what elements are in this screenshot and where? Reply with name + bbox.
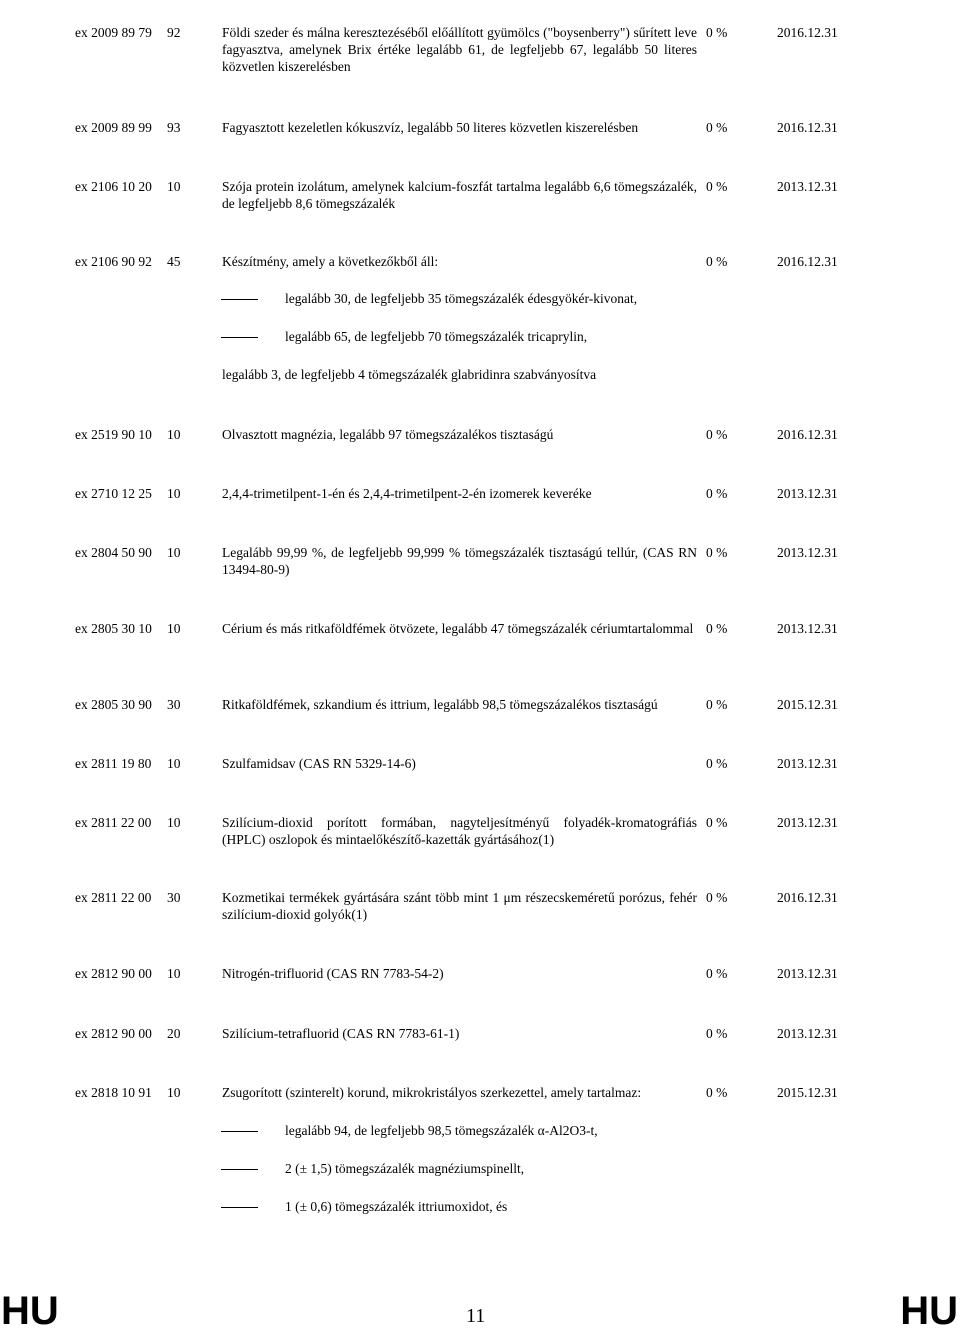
description: 2,4,4-trimetilpent-1-én és 2,4,4-trimetilpent-2-én izomerek keveréke [222, 486, 592, 501]
list-dash [221, 337, 258, 338]
duty-rate: 0 % [706, 25, 728, 40]
end-date: 2013.12.31 [777, 1026, 838, 1041]
list-dash [221, 299, 258, 300]
cn-code: ex 2519 90 10 [75, 427, 152, 442]
duty-rate: 0 % [706, 120, 728, 135]
taric-code: 10 [167, 621, 181, 636]
description-note: legalább 3, de legfeljebb 4 tömegszázalék glabridinra szabványosítva [222, 367, 597, 382]
cn-code: ex 2811 22 00 [75, 815, 152, 830]
cn-code: ex 2710 12 25 [75, 486, 152, 501]
list-item: legalább 30, de legfeljebb 35 tömegszázalék édesgyökér-kivonat, [285, 291, 638, 306]
cn-code: ex 2106 90 92 [75, 254, 152, 269]
page-number: 11 [466, 1305, 486, 1327]
list-dash [221, 1131, 258, 1132]
taric-code: 10 [167, 966, 181, 981]
end-date: 2013.12.31 [777, 966, 838, 981]
footer-language-left: HU [1, 1289, 59, 1333]
taric-code: 10 [167, 545, 181, 560]
duty-rate: 0 % [706, 427, 728, 442]
list-dash [221, 1169, 258, 1170]
duty-rate: 0 % [706, 756, 728, 771]
list-item: 1 (± 0,6) tömegszázalék ittriumoxidot, és [285, 1199, 508, 1214]
end-date: 2013.12.31 [777, 486, 838, 501]
taric-code: 92 [167, 25, 181, 40]
taric-code: 30 [167, 697, 181, 712]
end-date: 2016.12.31 [777, 254, 838, 269]
footer-language-right: HU [900, 1289, 958, 1333]
duty-rate: 0 % [706, 966, 728, 981]
taric-code: 10 [167, 815, 181, 830]
list-dash [221, 1207, 258, 1208]
duty-rate: 0 % [706, 697, 728, 712]
cn-code: ex 2811 22 00 [75, 890, 152, 905]
end-date: 2013.12.31 [777, 545, 838, 560]
duty-rate: 0 % [706, 1026, 728, 1041]
description: Kozmetikai termékek gyártására szánt több mint 1 μm részecskeméretű porózus, fehér szilícium-dioxid golyók(1) [222, 890, 697, 922]
description: Szulfamidsav (CAS RN 5329-14-6) [222, 756, 416, 771]
cn-code: ex 2106 10 20 [75, 179, 152, 194]
end-date: 2013.12.31 [777, 621, 838, 636]
description: Ritkaföldfémek, szkandium és ittrium, legalább 98,5 tömegszázalékos tisztaságú [222, 697, 658, 712]
cn-code: ex 2804 50 90 [75, 545, 152, 560]
description: Legalább 99,99 %, de legfeljebb 99,999 % tömegszázalék tisztaságú tellúr, (CAS RN 13494-80-9) [222, 545, 697, 577]
description: Földi szeder és málna keresztezéséből előállított gyümölcs ("boysenberry") sűrített leve fagyasztva, amelynek Brix értéke legalább 61, de legfeljebb 67, legalább 50 literes közvetlen kiszerelésben [222, 25, 697, 74]
cn-code: ex 2009 89 99 [75, 120, 152, 135]
duty-rate: 0 % [706, 1085, 728, 1100]
taric-code: 10 [167, 1085, 181, 1100]
taric-code: 30 [167, 890, 181, 905]
end-date: 2013.12.31 [777, 756, 838, 771]
end-date: 2016.12.31 [777, 25, 838, 40]
taric-code: 10 [167, 756, 181, 771]
taric-code: 45 [167, 254, 181, 269]
end-date: 2016.12.31 [777, 890, 838, 905]
end-date: 2016.12.31 [777, 120, 838, 135]
cn-code: ex 2805 30 10 [75, 621, 152, 636]
cn-code: ex 2805 30 90 [75, 697, 152, 712]
description: Fagyasztott kezeletlen kókuszvíz, legalább 50 literes közvetlen kiszerelésben [222, 120, 639, 135]
cn-code: ex 2812 90 00 [75, 966, 152, 981]
duty-rate: 0 % [706, 815, 728, 830]
description: Olvasztott magnézia, legalább 97 tömegszázalékos tisztaságú [222, 427, 554, 442]
end-date: 2013.12.31 [777, 815, 838, 830]
list-item: legalább 94, de legfeljebb 98,5 tömegszázalék α-Al2O3-t, [285, 1123, 598, 1138]
description: Szója protein izolátum, amelynek kalcium-foszfát tartalma legalább 6,6 tömegszázalék, de legfeljebb 8,6 tömegszázalék [222, 179, 697, 211]
duty-rate: 0 % [706, 254, 728, 269]
end-date: 2016.12.31 [777, 427, 838, 442]
taric-code: 10 [167, 486, 181, 501]
cn-code: ex 2818 10 91 [75, 1085, 152, 1100]
description: Készítmény, amely a következőkből áll: [222, 254, 439, 269]
cn-code: ex 2811 19 80 [75, 756, 152, 771]
description: Szilícium-dioxid porított formában, nagyteljesítményű folyadék-kromatográfiás (HPLC) oszlopok és mintaelőkészítő-kazetták gyártásához(1) [222, 815, 697, 847]
description: Szilícium-tetrafluorid (CAS RN 7783-61-1) [222, 1026, 460, 1041]
taric-code: 10 [167, 427, 181, 442]
cn-code: ex 2009 89 79 [75, 25, 152, 40]
list-item: 2 (± 1,5) tömegszázalék magnéziumspinellt, [285, 1161, 525, 1176]
description: Cérium és más ritkaföldfémek ötvözete, legalább 47 tömegszázalék cériumtartalommal [222, 621, 694, 636]
end-date: 2013.12.31 [777, 179, 838, 194]
duty-rate: 0 % [706, 179, 728, 194]
end-date: 2015.12.31 [777, 1085, 838, 1100]
taric-code: 20 [167, 1026, 181, 1041]
duty-rate: 0 % [706, 545, 728, 560]
description: Zsugorított (szinterelt) korund, mikrokristályos szerkezettel, amely tartalmaz: [222, 1085, 642, 1100]
duty-rate: 0 % [706, 621, 728, 636]
cn-code: ex 2812 90 00 [75, 1026, 152, 1041]
description: Nitrogén-trifluorid (CAS RN 7783-54-2) [222, 966, 444, 981]
duty-rate: 0 % [706, 890, 728, 905]
end-date: 2015.12.31 [777, 697, 838, 712]
taric-code: 10 [167, 179, 181, 194]
duty-rate: 0 % [706, 486, 728, 501]
taric-code: 93 [167, 120, 181, 135]
list-item: legalább 65, de legfeljebb 70 tömegszázalék tricaprylin, [285, 329, 588, 344]
